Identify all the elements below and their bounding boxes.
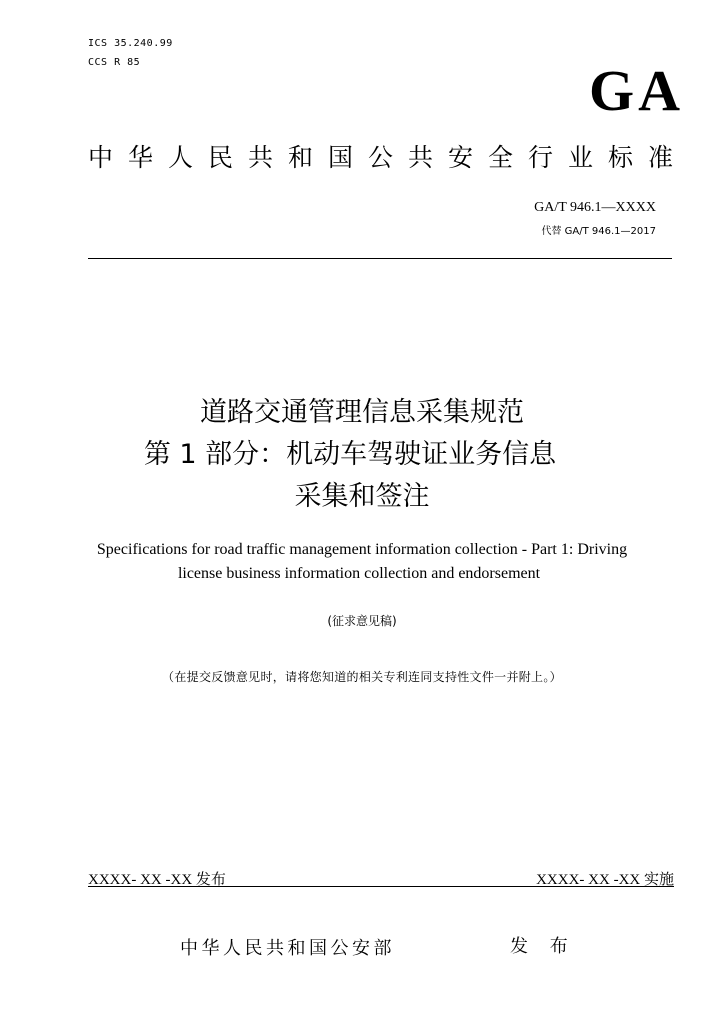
title-en-line-2: license business information collection and endorsement [177, 565, 541, 582]
title-en-line-1: Specifications for road traffic management information collection - Part 1: Driving [96, 541, 628, 558]
draft-notice: （在提交反馈意见时，请将您知道的相关专利连同支持性文件一并附上。） [162, 670, 562, 684]
title-cn-line-1: 道路交通管理信息采集规范 [200, 397, 524, 428]
title-cn-line-3: 采集和签注 [294, 481, 430, 512]
header-divider [88, 258, 672, 259]
ga-logo: GA [589, 58, 684, 123]
title-cn-line-2: 第 1 部分：机动车驾驶证业务信息 [143, 439, 557, 470]
issue-date: XXXX- XX -XX 发布 [88, 872, 226, 888]
standard-number: GA/T 946.1—XXXX [534, 200, 656, 215]
ics-code: ICS 35.240.99 [88, 38, 173, 49]
footer-divider [88, 886, 674, 887]
publish-label: 发 布 [510, 936, 576, 957]
publisher: 中华人民共和国公安部 [180, 938, 395, 959]
ccs-code: CCS R 85 [88, 57, 141, 68]
implementation-date: XXXX- XX -XX 实施 [536, 872, 674, 888]
draft-status: (征求意见稿) [327, 614, 397, 628]
replaces-standard: 代替 GA/T 946.1—2017 [541, 226, 656, 237]
standard-category: 中华人民共和国公共安全行业标准 [88, 143, 689, 172]
